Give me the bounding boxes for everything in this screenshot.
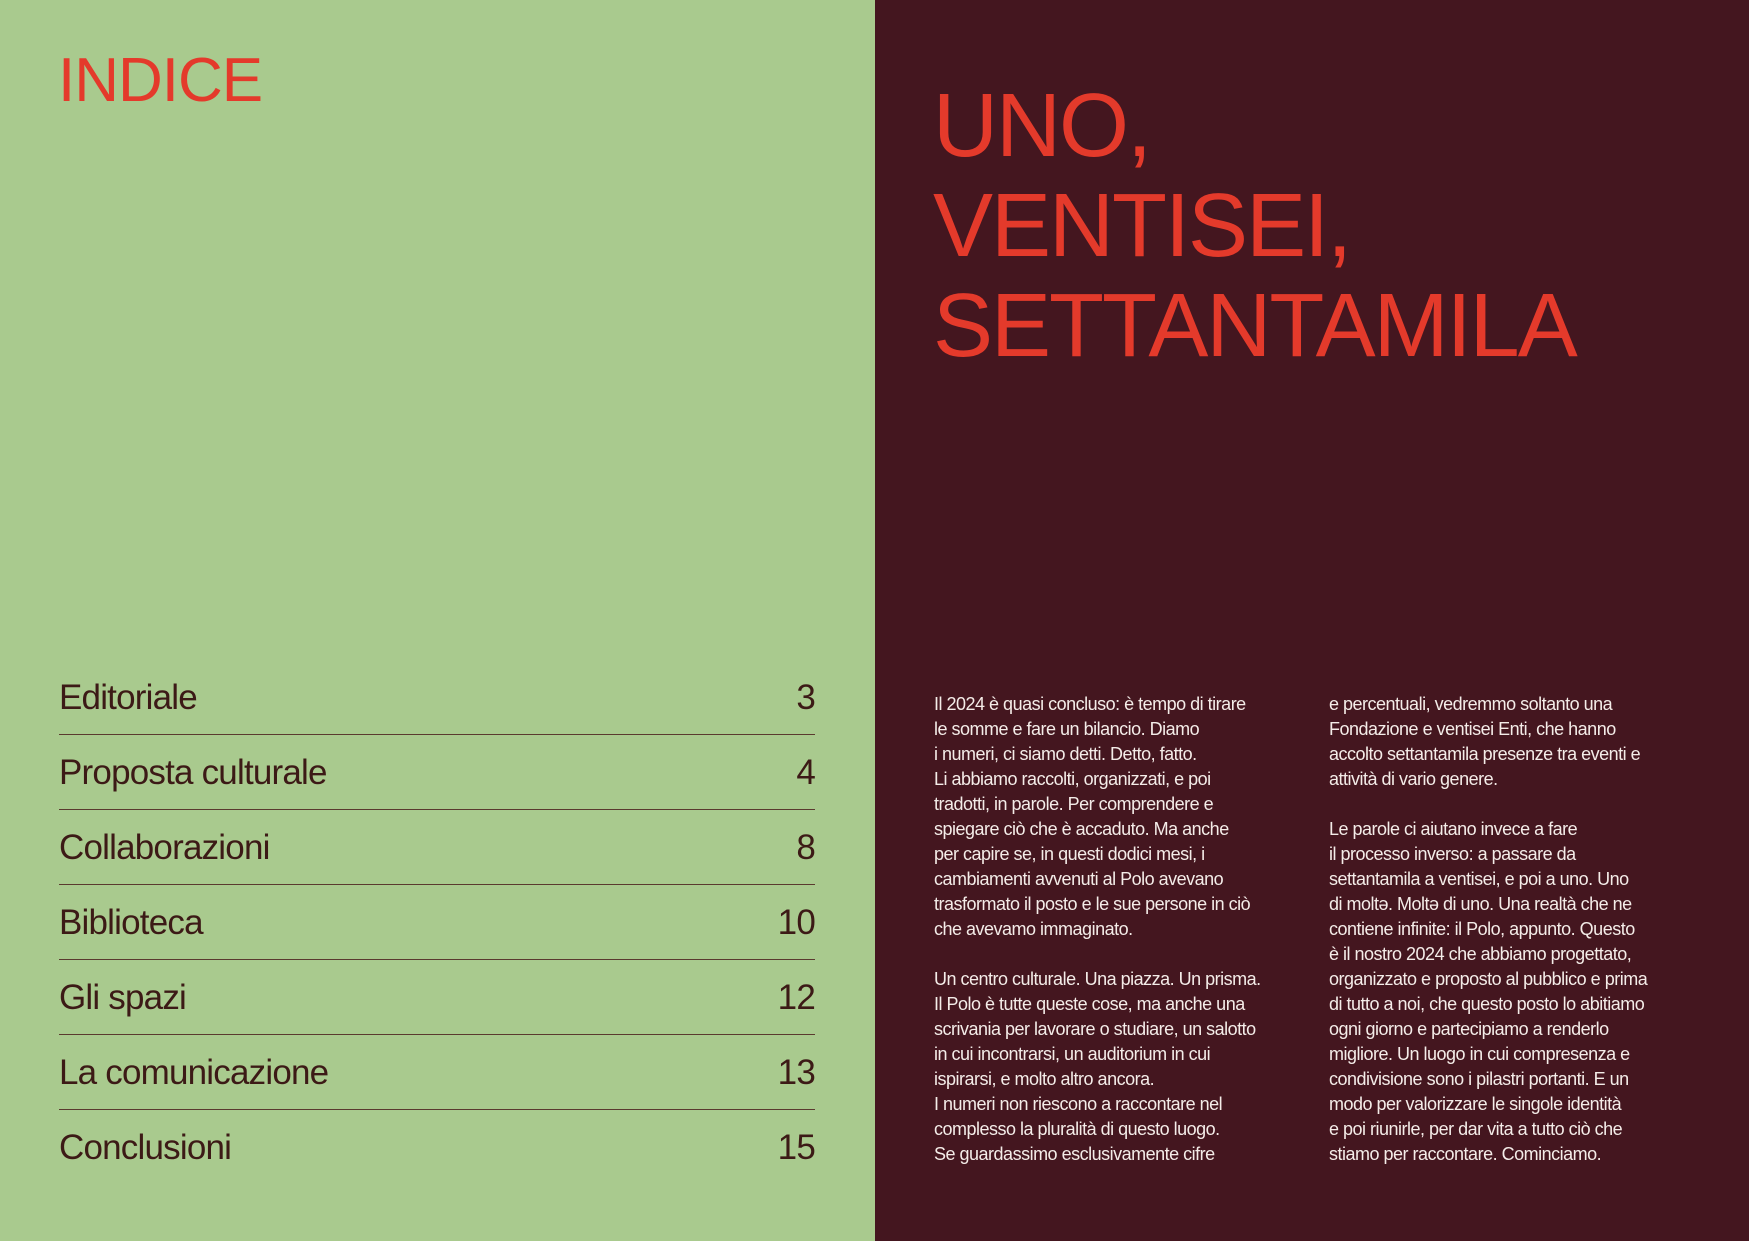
toc-entry-collaborazioni[interactable] (59, 810, 815, 885)
toc-entry-page: 8 (796, 827, 815, 867)
toc-entry-biblioteca[interactable] (59, 885, 815, 960)
body-paragraph: Il 2024 è quasi concluso: è tempo di tirare le somme e fare un bilancio. Diamo i numeri, ci siamo detti. Detto, fatto. Li abbiamo raccolti, organizzati, e poi tradotti, in parole. Per comprendere e spiegare ciò che è accaduto. Ma anche per capire se, in questi dodici mesi, i cambiamenti avvenuti al Polo avevano trasformato il posto e le sue persone in ciò che avevamo immaginato. (934, 694, 1251, 939)
body-paragraph: Le parole ci aiutano invece a fare il processo inverso: a passare da settantamila a ventisei, e poi a uno. Uno di moltə. Moltə di uno. Una realtà che ne contiene infinite: il Polo, appunto. Questo è il nostro 2024 che abbiamo progettato, organizzato e proposto al pubblico e prima di tutto a noi, che questo posto lo abitiamo ogni giorno e partecipiamo a renderlo migliore. Un luogo in cui compresenza e condivisione sono i pilastri portanti. E un modo per valorizzare le singole identità e poi riunirle, per dar vita a tutto ciò che stiamo per raccontare. Cominciamo. (1329, 819, 1648, 1164)
index-title: INDICE (58, 46, 263, 115)
body-paragraph: Un centro culturale. Una piazza. Un prisma. Il Polo è tutte queste cose, ma anche una scrivania per lavorare o studiare, un salotto in cui incontrarsi, un auditorium in cui ispirarsi, e molto altro ancora. I numeri non riescono a raccontare nel complesso la pluralità di questo luogo. Se guardassimo esclusivamente cifre (934, 969, 1261, 1164)
table-of-contents (59, 660, 815, 1184)
toc-entry-page: 15 (777, 1127, 815, 1167)
toc-entry-label: Proposta culturale (59, 752, 327, 792)
toc-entry-label: Collaborazioni (59, 827, 270, 867)
toc-entry-label: La comunicazione (59, 1052, 329, 1092)
body-paragraph: e percentuali, vedremmo soltanto una Fondazione e ventisei Enti, che hanno accolto settantamila presenze tra eventi e attività di vario genere. (1329, 694, 1641, 789)
toc-entry-label: Conclusioni (59, 1127, 232, 1167)
toc-entry-label: Gli spazi (59, 977, 187, 1017)
body-column-left (934, 692, 1309, 1192)
headline-line-3: SETTANTAMILA (933, 276, 1576, 376)
toc-entry-label: Biblioteca (59, 902, 203, 942)
headline-line-1: UNO, (933, 76, 1150, 176)
toc-entry-label: Editoriale (59, 677, 197, 717)
headline-line-2: VENTISEI, (933, 176, 1351, 276)
toc-entry-proposta-culturale[interactable] (59, 735, 815, 810)
toc-entry-page: 10 (777, 902, 815, 942)
editorial-headline (933, 76, 1576, 376)
editorial-page (875, 0, 1749, 1241)
toc-entry-la-comunicazione[interactable] (59, 1035, 815, 1110)
toc-entry-page: 12 (777, 977, 815, 1017)
body-column-right (1329, 692, 1704, 1192)
toc-entry-gli-spazi[interactable] (59, 960, 815, 1035)
toc-entry-conclusioni[interactable] (59, 1110, 815, 1184)
toc-entry-editoriale[interactable] (59, 660, 815, 735)
editorial-body (934, 692, 1704, 1192)
toc-entry-page: 4 (796, 752, 815, 792)
toc-entry-page: 13 (777, 1052, 815, 1092)
toc-entry-page: 3 (796, 677, 815, 717)
